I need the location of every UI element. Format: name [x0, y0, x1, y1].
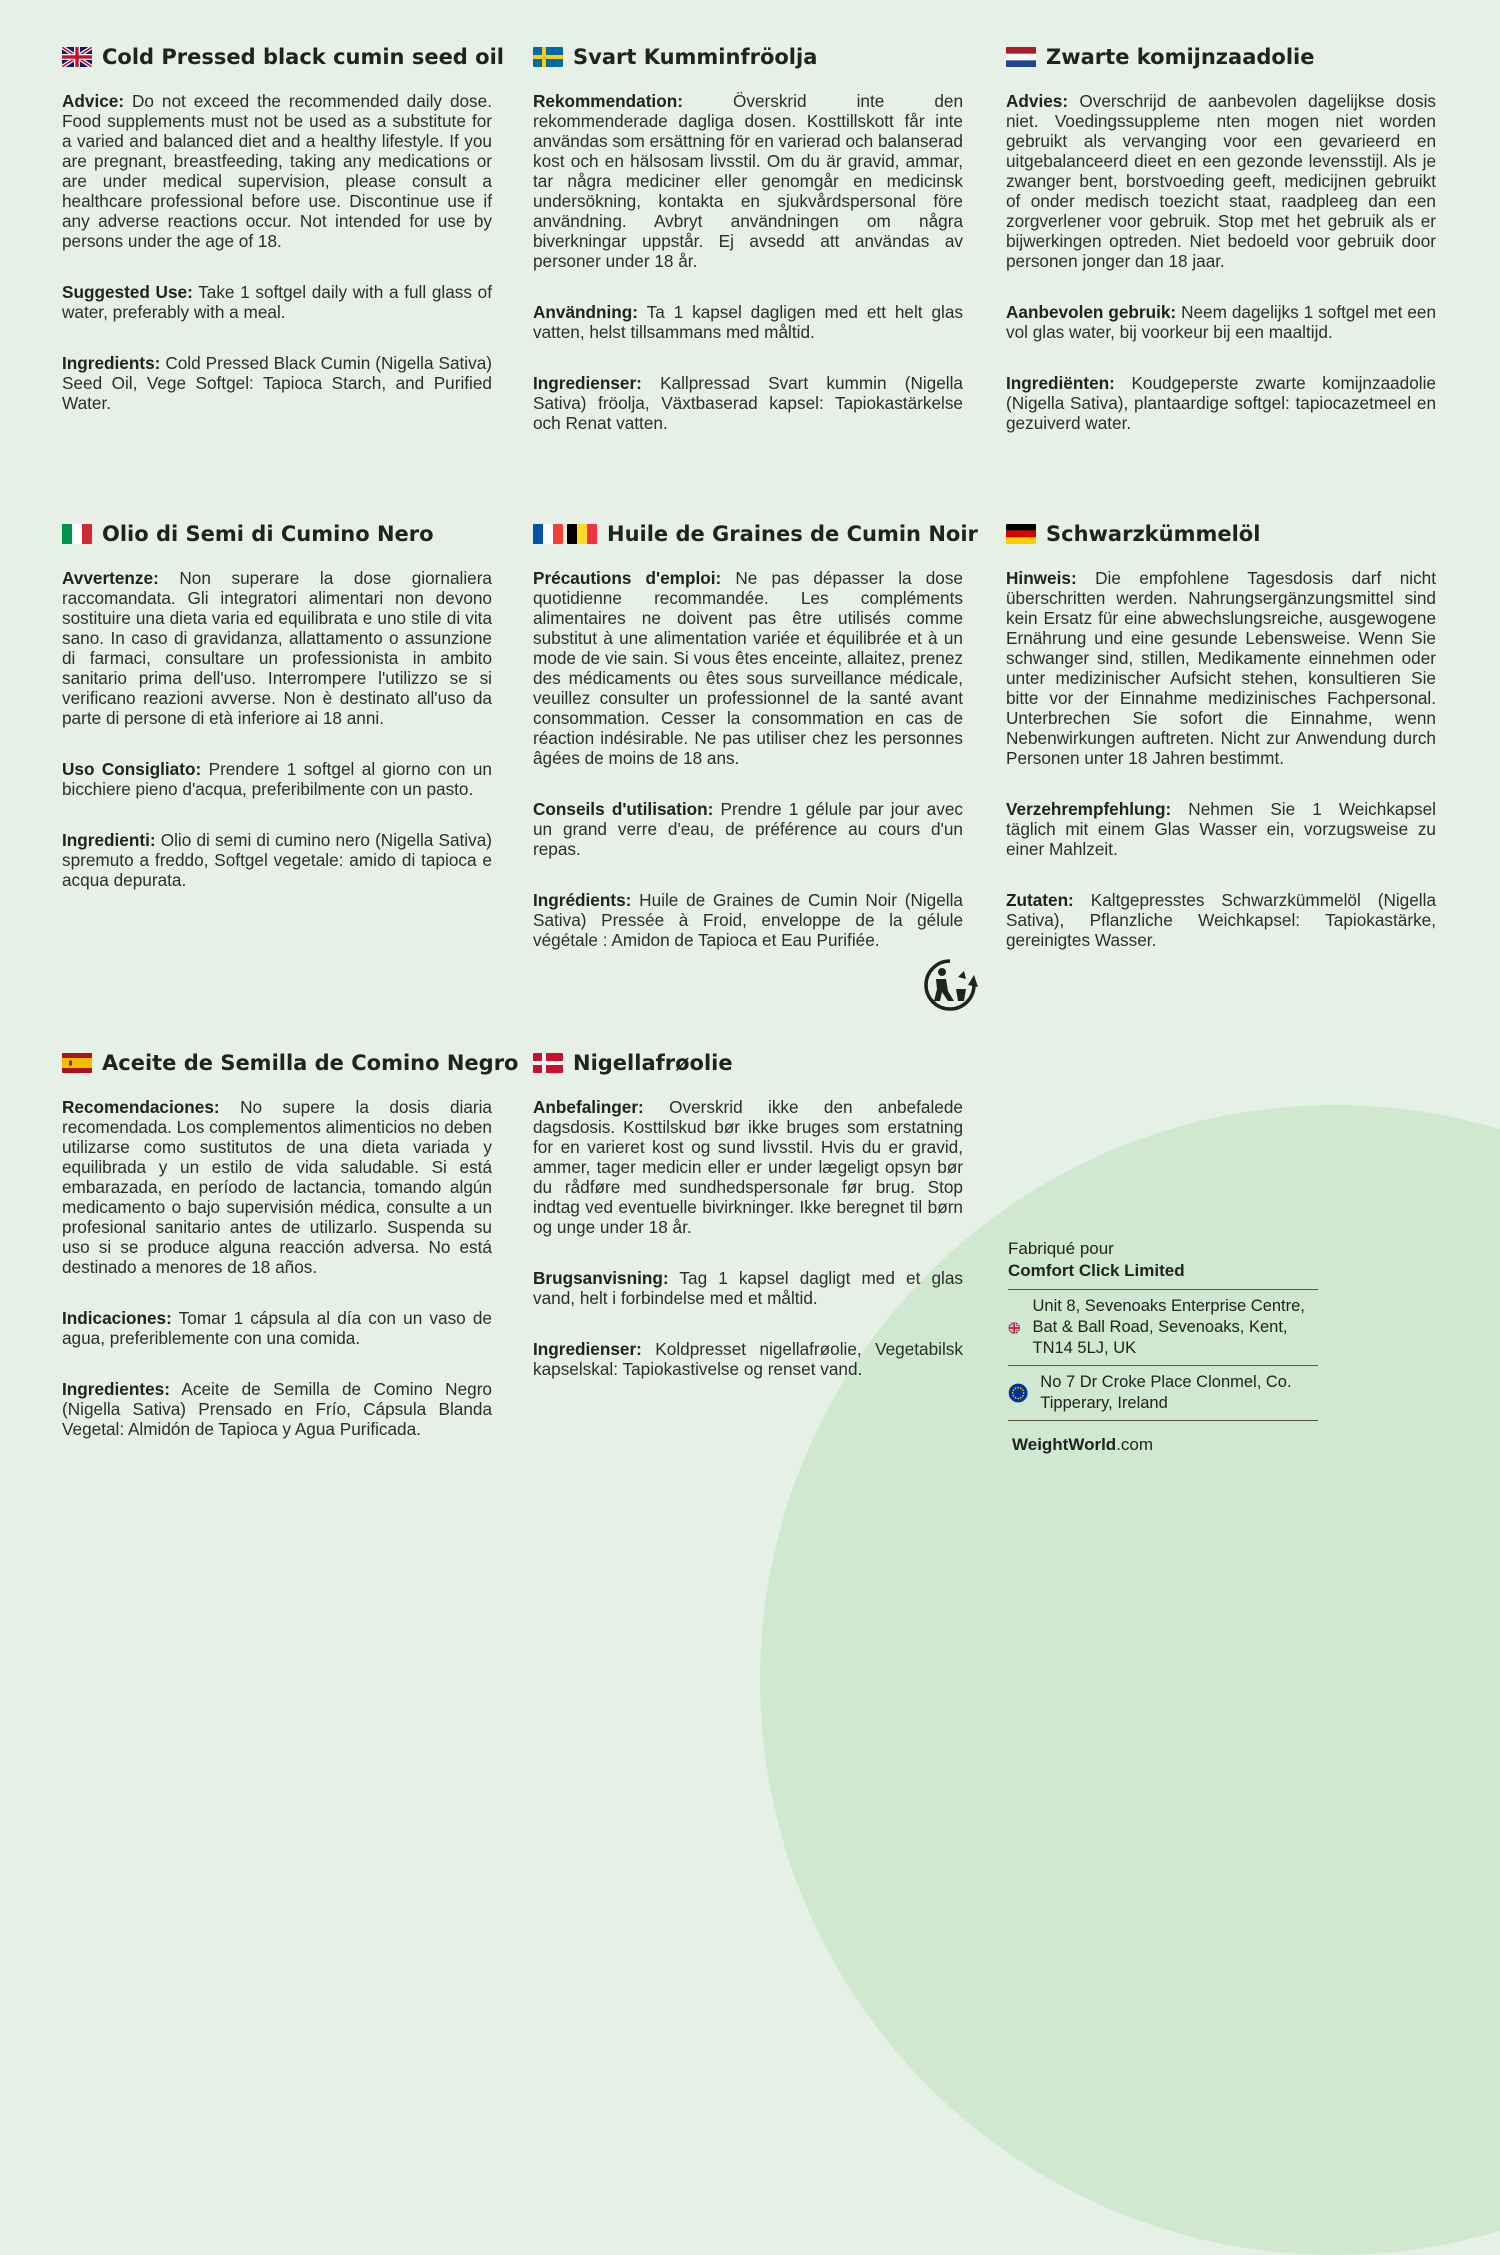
ingredients-text: Kallpressad Svart kummin (Nigella Sativa) fröolja, Växtbaserad kapsel: Tapiokastärkelse och Renat vatten.	[533, 373, 963, 433]
usage-paragraph	[533, 302, 963, 342]
section-title	[62, 522, 492, 546]
usage-label: Conseils d'utilisation:	[533, 799, 714, 819]
section-spanish	[62, 1051, 519, 1470]
usage-text: Ta 1 kapsel dagligen med ett helt glas vatten, helst tillsammans med måltid.	[533, 302, 963, 342]
section-title	[533, 522, 978, 546]
company-name: Comfort Click Limited	[1008, 1261, 1185, 1280]
usage-label: Suggested Use:	[62, 282, 193, 302]
advice-label: Advice:	[62, 91, 125, 111]
usage-text: Neem dagelijks 1 softgel met een vol glas water, bij voorkeur bij een maaltijd.	[1006, 302, 1436, 342]
section-swedish	[533, 45, 963, 464]
advice-label: Précautions d'emploi:	[533, 568, 722, 588]
usage-label: Verzehrempfehlung:	[1006, 799, 1172, 819]
spain-flag-icon	[62, 1053, 92, 1073]
usage-text: Nehmen Sie 1 Weichkapsel täglich mit einem Glas Wasser ein, vorzugsweise zu einer Mahlzeit.	[1006, 799, 1436, 859]
section-title	[62, 45, 504, 69]
ingredients-paragraph	[533, 890, 963, 950]
usage-paragraph	[533, 1268, 963, 1308]
section-title	[62, 1051, 519, 1075]
section-title	[533, 45, 963, 69]
belgium-flag-icon	[567, 524, 597, 544]
advice-paragraph	[62, 1097, 492, 1277]
ingredients-label: Zutaten:	[1006, 890, 1074, 910]
usage-text: Prendre 1 gélule par jour avec un grand verre d'eau, de préférence au cours d'un repas.	[533, 799, 963, 859]
advice-text: No supere la dosis diaria recomendada. Los complementos alimenticios no deben utilizarse como sustitutos de una dieta variada y equilibrada y un estilo de vida saludable. Si está embarazada, en período de lactancia, tomando algún medicamento o bajo supervisión médica, consulte a un profesional sanitario antes de utilizarlo. Suspenda su uso si se produce alguna reacción adversa. No está destinado a menores de 18 años.	[62, 1097, 492, 1277]
advice-text: Non superare la dose giornaliera raccomandata. Gli integratori alimentari non devono sostituire una dieta varia ed equilibrata e uno stile di vita sano. In caso di gravidanza, allattamento o assunzione di farmaci, consultare un professionista in ambito sanitario prima dell'uso. Interrompere l'utilizzo se si verificano reazioni avverse. Non è destinato all'uso da parte di persone di età inferiore ai 18 anni.	[62, 568, 492, 728]
advice-paragraph	[1006, 91, 1436, 271]
uk-flag-icon	[1008, 1314, 1021, 1342]
sweden-flag-icon	[533, 47, 563, 67]
section-french	[533, 522, 978, 981]
section-title	[1006, 45, 1436, 69]
ingredients-label: Ingredienti:	[62, 830, 156, 850]
advice-paragraph	[533, 568, 963, 768]
usage-text: Take 1 softgel daily with a full glass of water, preferably with a meal.	[62, 282, 492, 322]
eu-address: No 7 Dr Croke Place Clonmel, Co. Tipperary, Ireland	[1040, 1373, 1292, 1412]
usage-label: Aanbevolen gebruik:	[1006, 302, 1177, 322]
ingredients-paragraph	[62, 353, 492, 413]
section-title	[533, 1051, 963, 1075]
ingredients-paragraph	[62, 830, 492, 890]
usage-label: Användning:	[533, 302, 639, 322]
usage-paragraph	[62, 282, 492, 322]
section-title-text: Aceite de Semilla de Comino Negro	[102, 1051, 519, 1075]
ingredients-label: Ingrediënten:	[1006, 373, 1115, 393]
section-danish	[533, 1051, 963, 1410]
ingredients-text: Koldpresset nigellafrøolie, Vegetabilsk kapselskal: Tapiokastivelse og renset vand.	[533, 1339, 963, 1379]
advice-text: Overschrijd de aanbevolen dagelijkse dosis niet. Voedingssupplеme nten mogen niet worden gebruikt als vervanging voor een gevarieerd en uitgebalanceerd dieet en een gezonde levensstijl. Als je zwanger bent, borstvoeding geeft, medicijnen gebruikt of onder medisch toezicht staat, raadpleeg dan een zorgverlener voor gebruik. Stop met het gebruik als er bijwerkingen optreden. Niet bedoeld voor gebruik door personen jonger dan 18 jaar.	[1006, 91, 1436, 271]
usage-paragraph	[1006, 302, 1436, 342]
recycling-triman-icon	[920, 955, 980, 1015]
advice-text: Överskrid inte den rekommenderade dagliga dosen. Kosttillskott får inte användas som ersättning för en varierad och balanserad kost och en hälsosam livsstil. Om du är gravid, ammar, tar några mediciner eller genomgår en medicinsk undersökning, kontakta en sjukvårdspersonal före användning. Avbryt användningen om några biverkningar uppstår. Ej avsedd att användas av personer under 18 år.	[533, 91, 963, 271]
ingredients-paragraph	[62, 1379, 492, 1439]
ingredients-text: Koudgeperste zwarte komijnzaadolie (Nigella Sativa), plantaardige softgel: tapiocazetmeel en gezuiverd water.	[1006, 373, 1436, 433]
ingredients-paragraph	[1006, 373, 1436, 433]
advice-paragraph	[533, 91, 963, 271]
ingredients-label: Ingredienser:	[533, 1339, 642, 1359]
section-title-text: Olio di Semi di Cumino Nero	[102, 522, 434, 546]
section-title-text: Huile de Graines de Cumin Noir	[607, 522, 978, 546]
uk-flag-icon	[62, 47, 92, 67]
ingredients-text: Huile de Graines de Cumin Noir (Nigella Sativa) Pressée à Froid, enveloppe de la gélule végétale : Amidon de Tapioca et Eau Purifiée.	[533, 890, 963, 950]
section-italian	[62, 522, 492, 921]
advice-text: Overskrid ikke den anbefalede dagsdosis. Kosttilskud bør ikke bruges som erstatning for en varieret kost og sund livsstil. Hvis du er gravid, ammer, tager medicin eller er under lægeligt opsyn bør du rådføre med sundhedspersonale før brug. Stop indtag ved eventuelle bivirkninger. Ikke beregnet til børn og unge under 18 år.	[533, 1097, 963, 1237]
section-title-text: Cold Pressed black cumin seed oil	[102, 45, 504, 69]
usage-label: Uso Consigliato:	[62, 759, 202, 779]
website-brand: WeightWorld	[1012, 1435, 1117, 1454]
ingredients-paragraph	[533, 1339, 963, 1379]
advice-paragraph	[533, 1097, 963, 1237]
section-dutch	[1006, 45, 1436, 464]
eu-address-row	[1008, 1365, 1318, 1421]
usage-label: Brugsanvisning:	[533, 1268, 669, 1288]
advice-label: Recomendaciones:	[62, 1097, 220, 1117]
uk-address: Unit 8, Sevenoaks Enterprise Centre, Bat & Ball Road, Sevenoaks, Kent, TN14 5LJ, UK	[1032, 1297, 1305, 1357]
ingredients-label: Ingredientes:	[62, 1379, 170, 1399]
usage-text: Tomar 1 cápsula al día con un vaso de agua, preferiblemente con una comida.	[62, 1308, 492, 1348]
italy-flag-icon	[62, 524, 92, 544]
ingredients-label: Ingredients:	[62, 353, 161, 373]
usage-paragraph	[1006, 799, 1436, 859]
ingredients-text: Olio di semi di cumino nero (Nigella Sativa) spremuto a freddo, Softgel vegetale: amido di tapioca e acqua depurata.	[62, 830, 492, 890]
advice-label: Hinweis:	[1006, 568, 1077, 588]
section-title-text: Schwarzkümmelöl	[1046, 522, 1261, 546]
made-for-label: Fabriqué pour	[1008, 1239, 1114, 1258]
advice-text: Do not exceed the recommended daily dose. Food supplements must not be used as a substitute for a varied and balanced diet and a healthy lifestyle. If you are pregnant, breastfeeding, taking any medications or are under medical supervision, please consult a healthcare professional before use. Discontinue use if any adverse reactions occur. Not intended for use by persons under the age of 18.	[62, 91, 492, 251]
advice-text: Ne pas dépasser la dose quotidienne recommandée. Les compléments alimentaires ne doivent pas être utilisés comme substitut à une alimentation variée et équilibrée et à un mode de vie sain. Si vous êtes enceinte, allaitez, prenez des médicaments ou êtes sous surveillance médicale, veuillez consulter un professionnel de la santé avant consommation. Cesser la consommation en cas de réaction indésirable. Ne pas utiliser chez les personnes âgées de moins de 18 ans.	[533, 568, 963, 768]
usage-label: Indicaciones:	[62, 1308, 172, 1328]
ingredients-paragraph	[533, 373, 963, 433]
advice-label: Advies:	[1006, 91, 1069, 111]
advice-paragraph	[62, 568, 492, 728]
uk-address-row	[1008, 1289, 1318, 1365]
website-link[interactable]	[1008, 1435, 1318, 1455]
advice-label: Avvertenze:	[62, 568, 159, 588]
ingredients-label: Ingredienser:	[533, 373, 642, 393]
advice-label: Rekommendation:	[533, 91, 683, 111]
section-english	[62, 45, 504, 444]
germany-flag-icon	[1006, 524, 1036, 544]
netherlands-flag-icon	[1006, 47, 1036, 67]
ingredients-text: Cold Pressed Black Cumin (Nigella Sativa) Seed Oil, Vege Softgel: Tapioca Starch, and Purified Water.	[62, 353, 492, 413]
usage-paragraph	[62, 1308, 492, 1348]
ingredients-text: Kaltgepresstes Schwarzkümmelöl (Nigella Sativa), Pflanzliche Weichkapsel: Tapiokastärke, gereinigtes Wasser.	[1006, 890, 1436, 950]
section-title-text: Nigellafrøolie	[573, 1051, 733, 1075]
section-title-text: Svart Kumminfröolja	[573, 45, 818, 69]
section-german	[1006, 522, 1436, 981]
france-flag-icon	[533, 524, 563, 544]
advice-text: Die empfohlene Tagesdosis darf nicht überschritten werden. Nahrungsergänzungsmittel sind kein Ersatz für eine abwechslungsreiche, ausgewogene Ernährung und eine gesunde Lebensweise. Wenn Sie schwanger sind, stillen, Medikamente einnehmen oder unter medizinischer Aufsicht stehen, konsultieren Sie bitte vor der Einnahme medizinisches Fachpersonal. Unterbrechen Sie sofort die Einnahme, wenn Nebenwirkungen auftreten. Nicht zur Anwendung durch Personen unter 18 Jahren bestimmt.	[1006, 568, 1436, 768]
website-tld: .com	[1116, 1435, 1154, 1454]
ingredients-text: Aceite de Semilla de Comino Negro (Nigella Sativa) Prensado en Frío, Cápsula Blanda Vegetal: Almidón de Tapioca y Agua Purificada.	[62, 1379, 492, 1439]
advice-paragraph	[62, 91, 492, 251]
advice-paragraph	[1006, 568, 1436, 768]
usage-paragraph	[62, 759, 492, 799]
manufacturer-block	[1008, 1238, 1318, 1455]
usage-text: Tag 1 kapsel dagligt med et glas vand, helt i forbindelse med et måltid.	[533, 1268, 963, 1308]
denmark-flag-icon	[533, 1053, 563, 1073]
eu-flag-icon	[1008, 1379, 1028, 1407]
section-title	[1006, 522, 1436, 546]
usage-paragraph	[533, 799, 963, 859]
ingredients-paragraph	[1006, 890, 1436, 950]
advice-label: Anbefalinger:	[533, 1097, 644, 1117]
ingredients-label: Ingrédients:	[533, 890, 632, 910]
section-title-text: Zwarte komijnzaadolie	[1046, 45, 1315, 69]
usage-text: Prendere 1 softgel al giorno con un bicchiere pieno d'acqua, preferibilmente con un pasto.	[62, 759, 492, 799]
